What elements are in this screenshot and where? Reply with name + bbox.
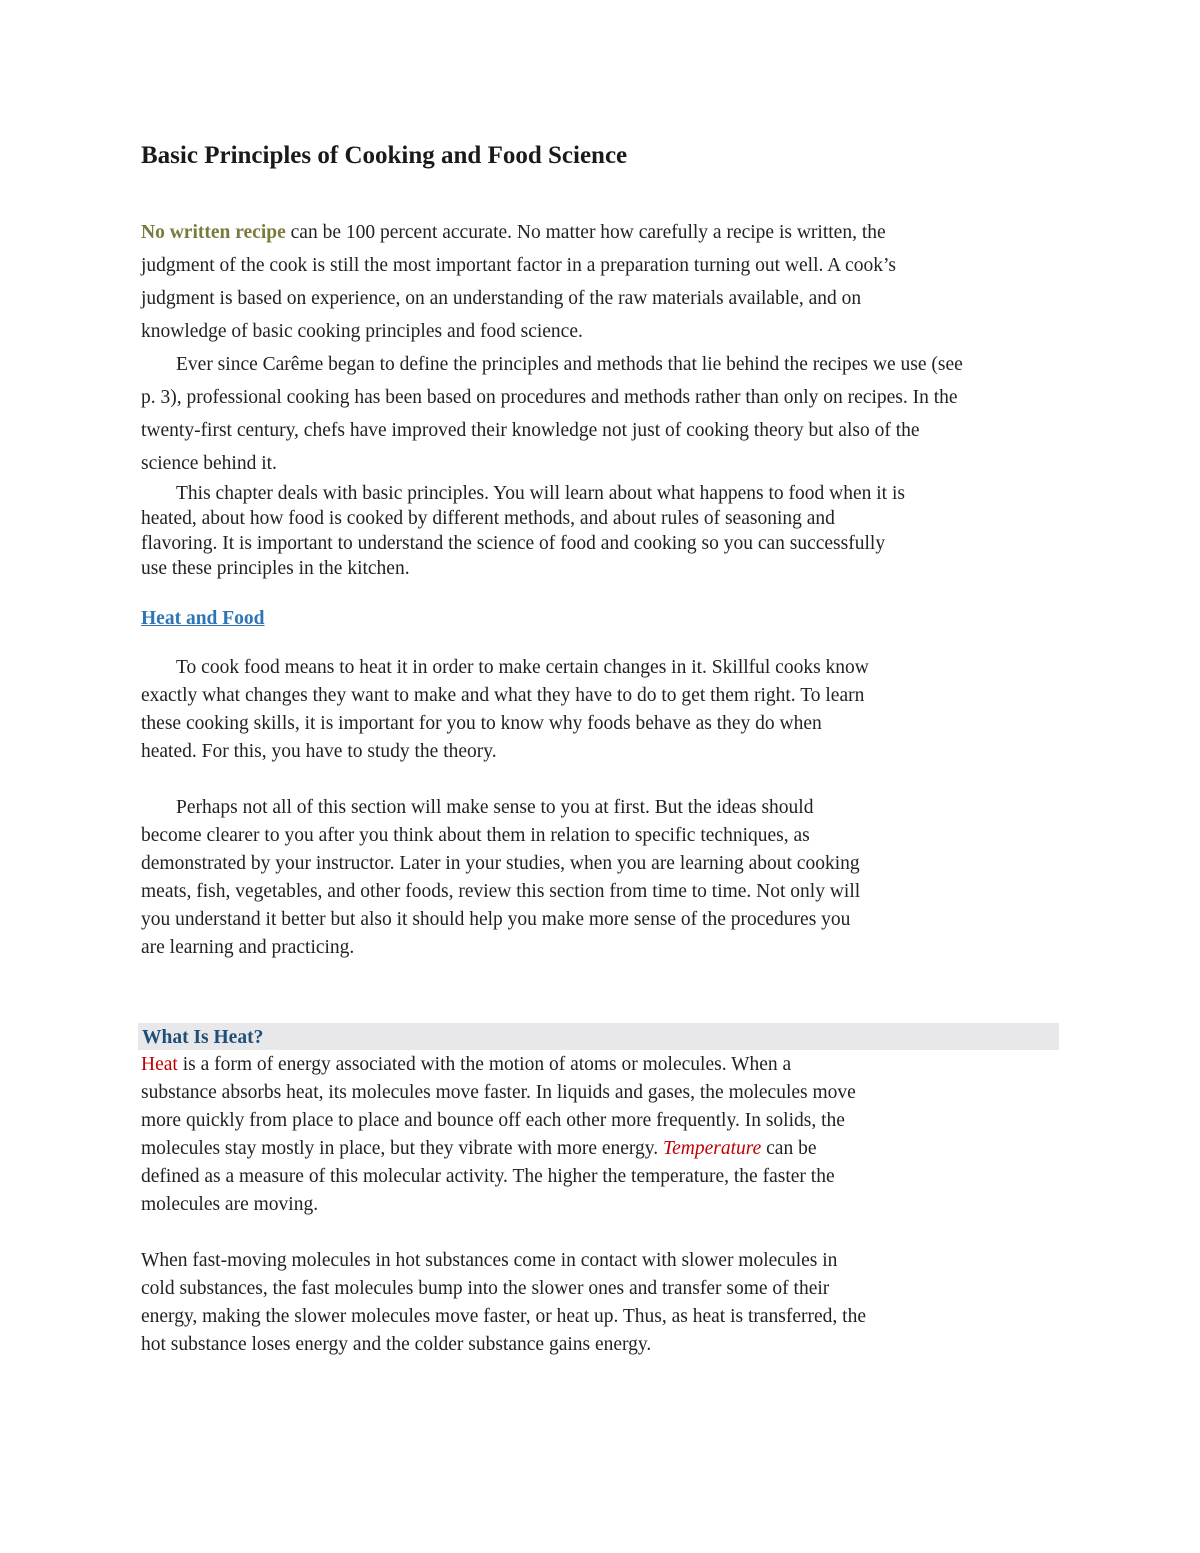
page-title: Basic Principles of Cooking and Food Science — [141, 142, 628, 169]
wih-p2-line-4: hot substance loses energy and the colder substance gains energy. — [141, 1334, 652, 1355]
term-temperature: Temperature — [663, 1138, 762, 1159]
intro-paragraph — [141, 216, 1071, 348]
intro-line-4: knowledge of basic cooking principles and food science. — [141, 321, 583, 342]
chapter-paragraph — [141, 481, 1071, 581]
careme-paragraph — [141, 348, 1071, 480]
careme-line-2: p. 3), professional cooking has been based on procedures and methods rather than only on recipes. In the — [141, 387, 958, 408]
wih-p1-line-4 — [141, 1135, 1071, 1163]
hf-p1-line-4: heated. For this, you have to study the theory. — [141, 741, 497, 762]
careme-line-4: science behind it. — [141, 453, 277, 474]
wih-p1-line-2: substance absorbs heat, its molecules move faster. In liquids and gases, the molecules move — [141, 1082, 856, 1103]
wih-p1-line-6: molecules are moving. — [141, 1194, 319, 1215]
intro-lead-phrase: No written recipe — [141, 222, 286, 243]
chapter-line-3: flavoring. It is important to understand the science of food and cooking so you can successfully — [141, 533, 886, 554]
heat-and-food-paragraph-2 — [141, 794, 1071, 962]
wih-p1-line-3: more quickly from place to place and bounce off each other more frequently. In solids, the — [141, 1110, 845, 1131]
intro-line-3: judgment is based on experience, on an understanding of the raw materials available, and on — [141, 288, 862, 309]
wih-p1-line-5: defined as a measure of this molecular activity. The higher the temperature, the faster the — [141, 1166, 835, 1187]
what-is-heat-paragraph-1 — [141, 1051, 1071, 1219]
chapter-line-2: heated, about how food is cooked by different methods, and about rules of seasoning and — [141, 508, 835, 529]
intro-line-1-rest: can be 100 percent accurate. No matter how carefully a recipe is written, the — [285, 222, 886, 243]
chapter-line-1: This chapter deals with basic principles. You will learn about what happens to food when it is — [176, 483, 905, 504]
heat-and-food-heading-link[interactable]: Heat and Food — [141, 608, 265, 629]
hf-p2-line-3: demonstrated by your instructor. Later in your studies, when you are learning about cooking — [141, 853, 860, 874]
wih-p1-line-4-end: can be — [761, 1138, 817, 1159]
hf-p1-line-3: these cooking skills, it is important for you to know why foods behave as they do when — [141, 713, 822, 734]
wih-p2-line-1: When fast-moving molecules in hot substances come in contact with slower molecules in — [141, 1250, 838, 1271]
wih-p1-line-1-rest: is a form of energy associated with the motion of atoms or molecules. When a — [177, 1054, 792, 1075]
hf-p2-line-2: become clearer to you after you think about them in relation to specific techniques, as — [141, 825, 810, 846]
hf-p2-line-5: you understand it better but also it should help you make more sense of the procedures you — [141, 909, 851, 930]
intro-line-2: judgment of the cook is still the most important factor in a preparation turning out well. A cook’s — [141, 255, 896, 276]
wih-p1-line-4-start: molecules stay mostly in place, but they vibrate with more energy. — [141, 1138, 664, 1159]
careme-line-3: twenty-first century, chefs have improved their knowledge not just of cooking theory but also of the — [141, 420, 920, 441]
heat-and-food-paragraph-1 — [141, 654, 1071, 766]
what-is-heat-heading-band — [138, 1023, 1059, 1050]
wih-p2-line-3: energy, making the slower molecules move faster, or heat up. Thus, as heat is transferred, the — [141, 1306, 867, 1327]
wih-p1-line-1 — [141, 1051, 1071, 1079]
hf-p2-line-4: meats, fish, vegetables, and other foods, review this section from time to time. Not only will — [141, 881, 861, 902]
hf-p1-line-2: exactly what changes they want to make and what they have to do to get them right. To learn — [141, 685, 865, 706]
intro-line-1 — [141, 216, 1071, 249]
term-heat: Heat — [141, 1054, 178, 1075]
what-is-heat-paragraph-2 — [141, 1247, 1071, 1359]
careme-line-1: Ever since Carême began to define the principles and methods that lie behind the recipes we use (see — [176, 354, 963, 375]
hf-p2-line-6: are learning and practicing. — [141, 937, 355, 958]
wih-p2-line-2: cold substances, the fast molecules bump into the slower ones and transfer some of their — [141, 1278, 830, 1299]
hf-p2-line-1: Perhaps not all of this section will make sense to you at first. But the ideas should — [176, 797, 814, 818]
hf-p1-line-1: To cook food means to heat it in order to make certain changes in it. Skillful cooks know — [176, 657, 869, 678]
chapter-line-4: use these principles in the kitchen. — [141, 558, 410, 579]
what-is-heat-heading: What Is Heat? — [142, 1027, 264, 1048]
